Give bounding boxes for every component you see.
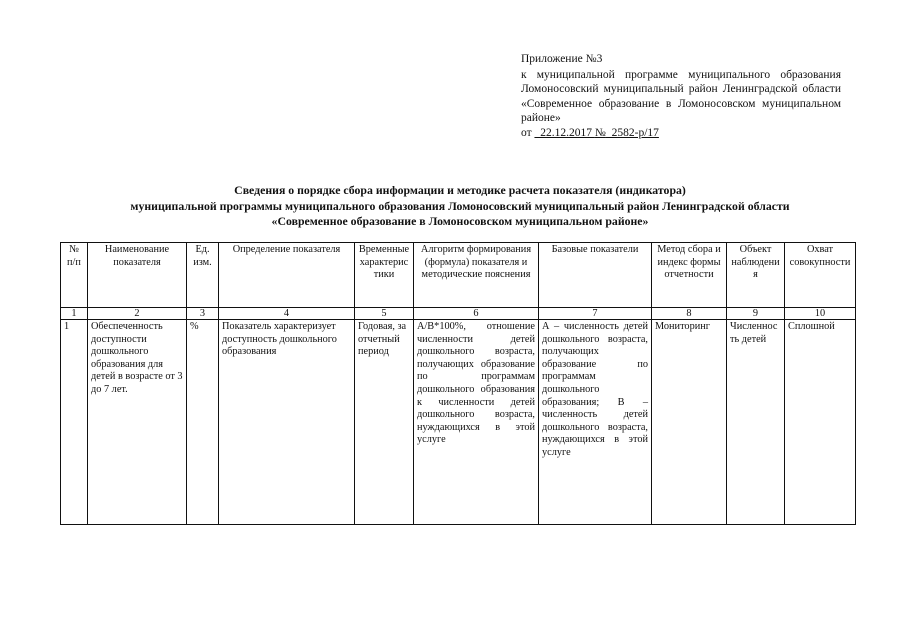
cell-algorithm: A/B*100%, отношение численности детей дошкольного возраста, получающих образование по программам дошкольного образования к численности детей дошкольного возраста, нуждающихся в этой услуге [414, 320, 539, 525]
document-heading [60, 183, 860, 230]
cell-unit: % [187, 320, 219, 525]
column-number: 8 [652, 308, 727, 320]
table-header-row [61, 243, 856, 308]
heading-line-2: муниципальной программы муниципального образования Ломоносовский муниципальный район Ленинградской области [130, 198, 790, 213]
heading-line-1: Сведения о порядке сбора информации и методике расчета показателя (индикатора) [234, 183, 686, 197]
appendix-block [521, 52, 841, 140]
header-cell-algorithm: Алгоритм формирования (формула) показателя и методические пояснения [414, 243, 539, 308]
cell-method: Мониторинг [652, 320, 727, 525]
header-cell-method: Метод сбора и индекс формы отчетности [652, 243, 727, 308]
table-row [61, 320, 856, 525]
header-cell-definition: Определение показателя [219, 243, 355, 308]
column-number: 9 [727, 308, 785, 320]
header-cell-unit: Ед. изм. [187, 243, 219, 308]
cell-time: Годовая, за отчетный период [355, 320, 414, 525]
header-cell-coverage: Охват совокупности [785, 243, 856, 308]
column-number: 7 [539, 308, 652, 320]
order-date: _22.12.2017 [534, 126, 592, 139]
order-number-label: № [594, 126, 606, 139]
heading-line-3: «Современное образование в Ломоносовском муниципальном районе» [271, 214, 649, 228]
column-number: 3 [187, 308, 219, 320]
indicator-table [60, 242, 856, 525]
header-cell-object: Объект наблюдения [727, 243, 785, 308]
cell-base: А – численность детей дошкольного возраста, получающих образование по программам дошкольного образования; В – численность детей дошкольного возраста, нуждающихся в этой услуге [539, 320, 652, 525]
cell-no: 1 [61, 320, 88, 525]
appendix-body: к муниципальной программе муниципального образования Ломоносовский муниципальный район Ленинградской области «Современное образование в Ломоносовском муниципальном районе» [521, 68, 841, 124]
header-cell-time: Временные характеристики [355, 243, 414, 308]
cell-object: Численность детей [727, 320, 785, 525]
column-number: 2 [88, 308, 187, 320]
table-column-number-row [61, 308, 856, 320]
cell-definition: Показатель характеризует доступность дошкольного образования [219, 320, 355, 525]
header-cell-base: Базовые показатели [539, 243, 652, 308]
cell-name: Обеспеченность доступности дошкольного образования для детей в возрасте от 3 до 7 лет. [88, 320, 187, 525]
column-number: 5 [355, 308, 414, 320]
appendix-order-line [521, 126, 841, 141]
column-number: 10 [785, 308, 856, 320]
header-cell-no: № п/п [61, 243, 88, 308]
cell-coverage: Сплошной [785, 320, 856, 525]
order-prefix: от [521, 126, 532, 139]
column-number: 4 [219, 308, 355, 320]
header-cell-name: Наименование показателя [88, 243, 187, 308]
column-number: 1 [61, 308, 88, 320]
column-number: 6 [414, 308, 539, 320]
order-number: _2582-р/17 [605, 126, 659, 139]
appendix-title: Приложение №3 [521, 53, 603, 65]
